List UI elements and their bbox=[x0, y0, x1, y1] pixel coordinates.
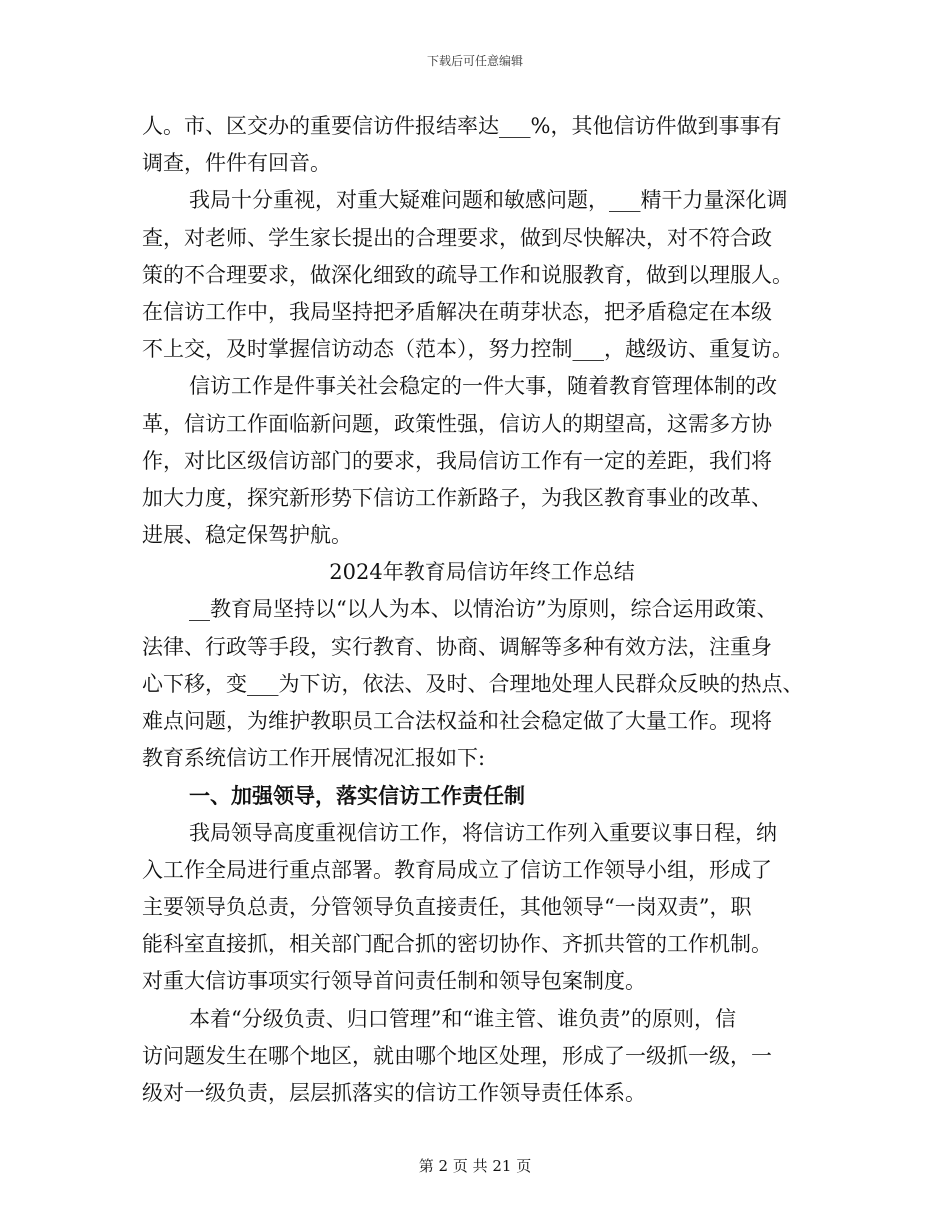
paragraph-line: 革，信访工作面临新问题，政策性强，信访人的期望高，这需多方协 bbox=[142, 411, 772, 436]
paragraph-line: 策的不合理要求，做深化细致的疏导工作和说服教育，做到以理服人。 bbox=[142, 262, 793, 287]
paragraph-line: 难点问题，为维护教职员工合法权益和社会稳定做了大量工作。现将 bbox=[142, 709, 772, 733]
document-title: 2024年教育局信访年终工作总结 bbox=[329, 560, 635, 585]
paragraph-line: 人。市、区交办的重要信访件报结率达___%，其他信访件做到事事有 bbox=[142, 114, 782, 138]
paragraph-line: 进展、稳定保驾护航。 bbox=[142, 523, 352, 548]
paragraph-line: __教育局坚持以“以人为本、以情治访”为原则，综合运用政策、 bbox=[189, 597, 778, 622]
paragraph-line: 加大力度，探究新形势下信访工作新路子，为我区教育事业的改革、 bbox=[142, 485, 772, 510]
section-heading: 一、加强领导，落实信访工作责任制 bbox=[189, 783, 525, 809]
paragraph-line: 教育系统信访工作开展情况汇报如下: bbox=[142, 746, 486, 771]
paragraph-line: 在信访工作中，我局坚持把矛盾解决在萌芽状态，把矛盾稳定在本级 bbox=[142, 299, 772, 324]
page-number: 第 2 页 共 21 页 bbox=[418, 1157, 532, 1175]
paragraph-line: 主要领导负总责，分管领导负直接责任，其他领导“一岗双责”，职 bbox=[142, 894, 752, 919]
document-body bbox=[142, 108, 822, 1112]
paragraph-line: 信访工作是件事关社会稳定的一件大事，随着教育管理体制的改 bbox=[189, 374, 777, 399]
page-header: 下载后可任意编辑 bbox=[426, 54, 523, 68]
paragraph-line: 我局领导高度重视信访工作，将信访工作列入重要议事日程，纳 bbox=[189, 820, 777, 845]
paragraph-line: 作，对比区级信访部门的要求，我局信访工作有一定的差距，我们将 bbox=[142, 448, 772, 473]
paragraph-line: 不上交，及时掌握信访动态（范本），努力控制___，越级访、重复访。 bbox=[142, 337, 793, 362]
paragraph-line: 调查，件件有回音。 bbox=[142, 151, 331, 176]
paragraph-line: 访问题发生在哪个地区，就由哪个地区处理，形成了一级抓一级，一 bbox=[142, 1043, 772, 1068]
paragraph-line: 对重大信访事项实行领导首问责任制和领导包案制度。 bbox=[142, 969, 646, 994]
paragraph-line: 入工作全局进行重点部署。教育局成立了信访工作领导小组，形成了 bbox=[142, 857, 772, 882]
paragraph-line: 能科室直接抓，相关部门配合抓的密切协作、齐抓共管的工作机制。 bbox=[142, 932, 772, 957]
paragraph-line: 心下移，变___为下访，依法、及时、合理地处理人民群众反映的热点、 bbox=[142, 671, 804, 696]
paragraph-line: 本着“分级负责、归口管理”和“谁主管、谁负责”的原则，信 bbox=[189, 1006, 736, 1031]
paragraph-line: 级对一级负责，层层抓落实的信访工作领导责任体系。 bbox=[142, 1080, 646, 1105]
paragraph-line: 查，对老师、学生家长提出的合理要求，做到尽快解决，对不符合政 bbox=[142, 225, 772, 250]
paragraph-line: 我局十分重视，对重大疑难问题和敏感问题，___精干力量深化调 bbox=[189, 188, 788, 213]
paragraph-line: 法律、行政等手段，实行教育、协商、调解等多种有效方法，注重身 bbox=[142, 634, 772, 659]
